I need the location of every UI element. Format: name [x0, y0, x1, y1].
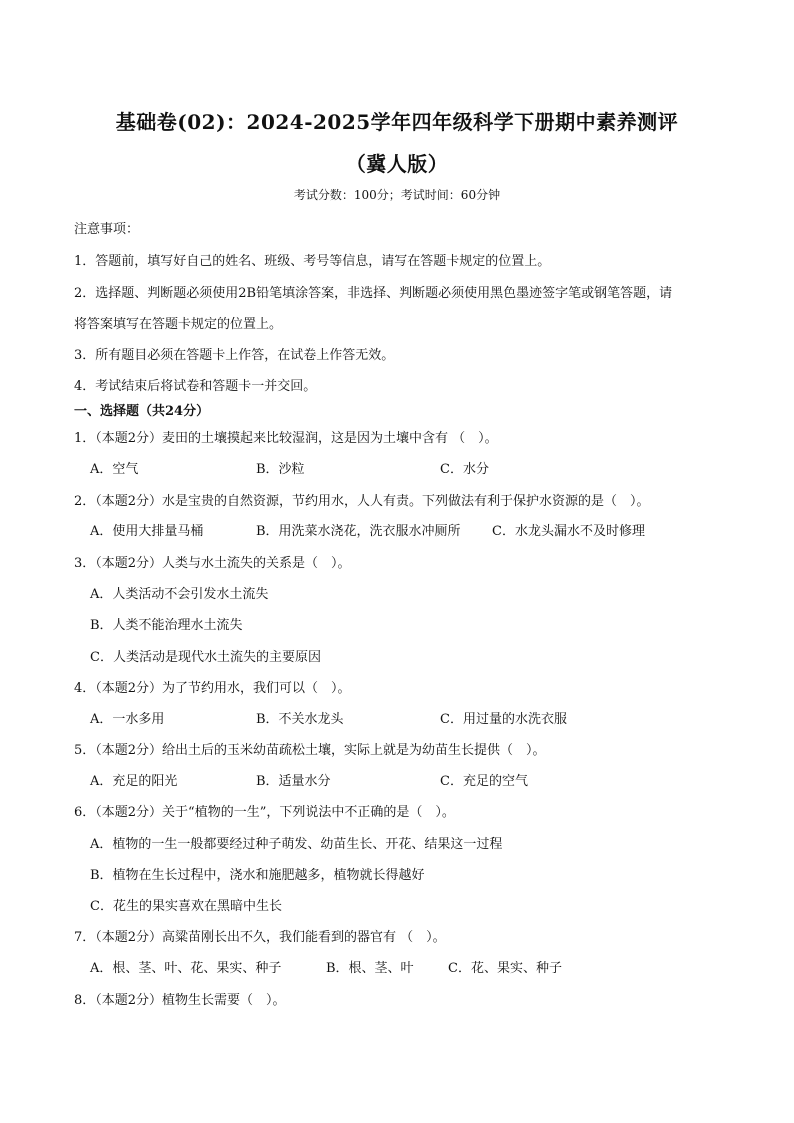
- option-b: B．根、茎、叶: [326, 961, 414, 976]
- notice-item: 4．考试结束后将试卷和答题卡一并交回。: [74, 379, 317, 394]
- option-a: A．植物的一生一般都要经过种子萌发、幼苗生长、开花、结果这一过程: [90, 837, 503, 852]
- option-c: C．花生的果实喜欢在黑暗中生长: [90, 899, 282, 914]
- option-a: A．空气: [90, 462, 139, 477]
- option-a: A．充足的阳光: [90, 774, 178, 789]
- option-a: A．人类活动不会引发水土流失: [90, 587, 269, 602]
- option-b: B．用洗菜水浇花，洗衣服水冲厕所: [256, 524, 461, 539]
- notice-item: 将答案填写在答题卡规定的位置上。: [74, 317, 283, 332]
- exam-title: 基础卷(02)：2024-2025学年四年级科学下册期中素养测评: [115, 110, 679, 134]
- option-c: C．水龙头漏水不及时修理: [492, 524, 645, 539]
- option-c: C．人类活动是现代水土流失的主要原因: [90, 650, 321, 665]
- question-stem: 3．（本题2分）人类与水土流失的关系是（ ）。: [74, 556, 351, 571]
- exam-meta: 考试分数：100分；考试时间：60分钟: [293, 188, 501, 202]
- question-stem: 6．（本题2分）关于“植物的一生”，下列说法中不正确的是（ ）。: [74, 805, 455, 820]
- notice-item: 2．选择题、判断题必须使用2B铅笔填涂答案，非选择、判断题必须使用黑色墨迹签字笔或钢笔答题，请: [74, 286, 673, 301]
- notice-item: 1．答题前，填写好自己的姓名、班级、考号等信息，请写在答题卡规定的位置上。: [74, 254, 551, 269]
- question-stem: 8．（本题2分）植物生长需要（ ）。: [74, 993, 286, 1008]
- option-c: C．用过量的水洗衣服: [440, 712, 567, 727]
- option-a: A．根、茎、叶、花、果实、种子: [90, 961, 282, 976]
- question-stem: 2．（本题2分）水是宝贵的自然资源，节约用水，人人有责。下列做法有利于保护水资源的是（ ）。: [74, 494, 650, 509]
- option-c: C．花、果实、种子: [448, 961, 562, 976]
- question-stem: 5．（本题2分）给出土后的玉米幼苗疏松土壤，实际上就是为幼苗生长提供（ ）。: [74, 743, 546, 758]
- question-stem: 7．（本题2分）高粱苗刚长出不久，我们能看到的器官有 （ ）。: [74, 930, 446, 945]
- option-b: B．沙粒: [256, 462, 305, 477]
- exam-subtitle: （冀人版）: [345, 152, 449, 176]
- notice-item: 3．所有题目必须在答题卡上作答，在试卷上作答无效。: [74, 348, 395, 363]
- question-stem: 4．（本题2分）为了节约用水，我们可以（ ）。: [74, 681, 351, 696]
- option-c: C．水分: [440, 462, 489, 477]
- notice-heading: 注意事项：: [74, 222, 140, 237]
- option-b: B．人类不能治理水土流失: [90, 618, 243, 633]
- option-c: C．充足的空气: [440, 774, 528, 789]
- option-a: A．一水多用: [90, 712, 165, 727]
- option-a: A．使用大排量马桶: [90, 524, 204, 539]
- question-stem: 1．（本题2分）麦田的土壤摸起来比较湿润，这是因为土壤中含有 （ ）。: [74, 431, 498, 446]
- option-b: B．适量水分: [256, 774, 331, 789]
- section-heading: 一、选择题（共24分）: [74, 404, 210, 419]
- option-b: B．不关水龙头: [256, 712, 344, 727]
- option-b: B．植物在生长过程中，浇水和施肥越多，植物就长得越好: [90, 868, 425, 883]
